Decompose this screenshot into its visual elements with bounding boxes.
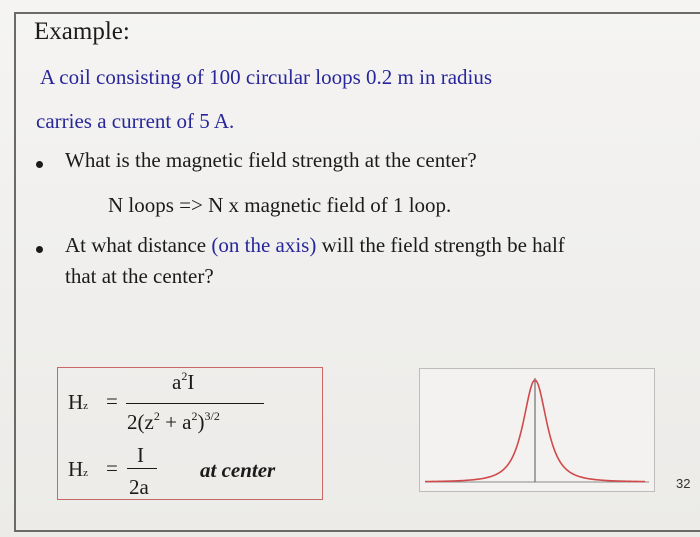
bullet-1-note: N loops => N x magnetic field of 1 loop.	[108, 193, 452, 217]
intro-line-2: carries a current of 5 A.	[36, 109, 235, 133]
bullet-1-text: What is the magnetic field strength at the center?	[65, 148, 477, 172]
formula2-denominator: 2a	[129, 475, 149, 499]
bullet-2-text: At what distance (on the axis) will the field strength be half	[65, 233, 565, 257]
formula2-lhs: Hz	[68, 457, 89, 481]
formula1-lhs: Hz	[68, 390, 89, 414]
highlight-on-axis: (on the axis)	[211, 233, 317, 257]
formula2-numerator: I	[137, 443, 144, 467]
formula2-equals: =	[106, 456, 118, 480]
field-profile-curve-icon	[419, 368, 655, 492]
formula2-fraction-bar	[127, 468, 157, 469]
intro-line-1: A coil consisting of 100 circular loops 0.2 m in radius	[40, 65, 493, 89]
bullet-dot-2	[36, 246, 43, 253]
page-number: 32	[676, 476, 691, 491]
bullet-dot-1	[36, 161, 43, 168]
formula1-fraction-bar	[126, 403, 264, 404]
graph-frame	[420, 369, 655, 492]
formula1-denominator: $2(z^2 + a^2)^{3/2}$	[127, 409, 220, 434]
formula1-equals: =	[106, 389, 118, 413]
bullet-2-text-line2: that at the center?	[65, 264, 214, 288]
at-center-label: at center	[200, 458, 276, 482]
formula1-numerator: $a^2I$	[172, 369, 195, 394]
slide-title: Example:	[34, 18, 130, 45]
